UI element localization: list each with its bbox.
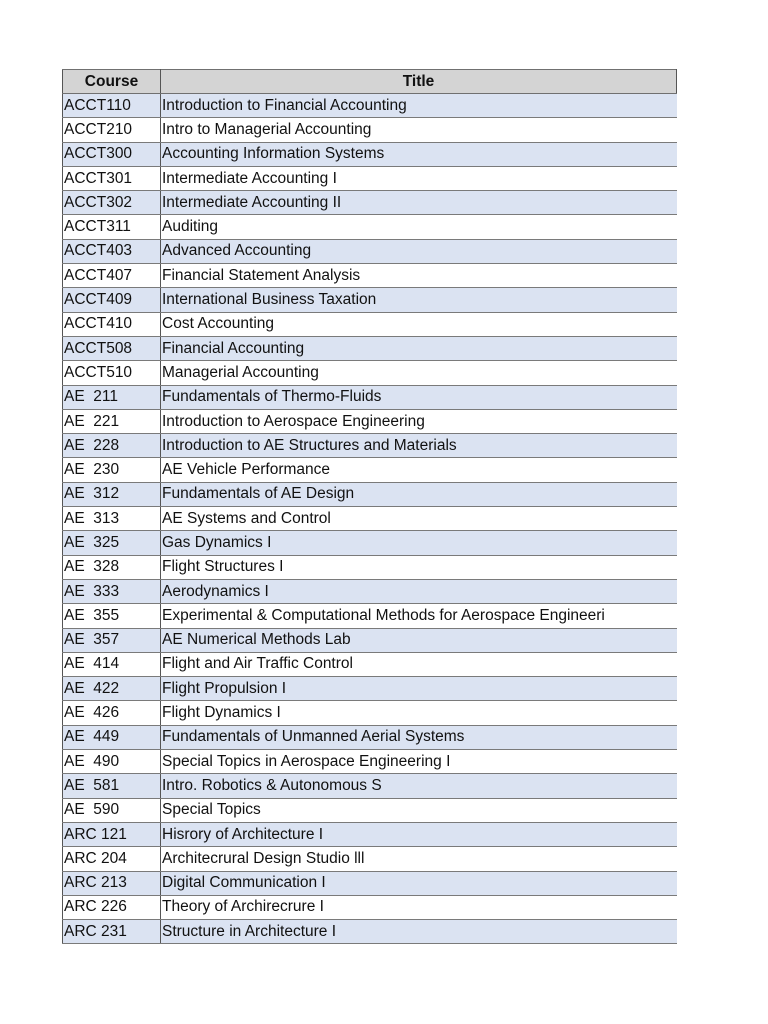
course-title-cell[interactable]: Intermediate Accounting I [161, 166, 677, 190]
course-code-cell[interactable]: AE 325 [63, 531, 161, 555]
course-code-cell[interactable]: ARC 204 [63, 847, 161, 871]
table-row[interactable] [63, 239, 677, 263]
course-title-cell[interactable]: Digital Communication I [161, 871, 677, 895]
course-title-cell[interactable]: Introduction to Financial Accounting [161, 94, 677, 118]
course-code-cell[interactable]: ACCT311 [63, 215, 161, 239]
table-row[interactable] [63, 725, 677, 749]
course-title-cell[interactable]: Flight Structures I [161, 555, 677, 579]
course-code-cell[interactable]: AE 426 [63, 701, 161, 725]
course-title-cell[interactable]: Experimental & Computational Methods for Aerospace Engineeri [161, 604, 677, 628]
course-code-cell[interactable]: AE 313 [63, 507, 161, 531]
course-code-cell[interactable]: AE 230 [63, 458, 161, 482]
course-title-cell[interactable]: Fundamentals of AE Design [161, 482, 677, 506]
course-title-cell[interactable]: Flight Dynamics I [161, 701, 677, 725]
table-row[interactable] [63, 458, 677, 482]
course-title-cell[interactable]: Accounting Information Systems [161, 142, 677, 166]
course-title-cell[interactable]: Fundamentals of Unmanned Aerial Systems [161, 725, 677, 749]
table-row[interactable] [63, 434, 677, 458]
table-row[interactable] [63, 191, 677, 215]
course-code-cell[interactable]: AE 328 [63, 555, 161, 579]
table-row[interactable] [63, 482, 677, 506]
table-row[interactable] [63, 604, 677, 628]
table-row[interactable] [63, 385, 677, 409]
header-row [63, 70, 677, 94]
course-title-cell[interactable]: Special Topics [161, 798, 677, 822]
table-row[interactable] [63, 628, 677, 652]
table-row[interactable] [63, 215, 677, 239]
course-table [62, 69, 677, 944]
course-title-cell[interactable]: Theory of Archirecrure I [161, 895, 677, 919]
table-row[interactable] [63, 312, 677, 336]
column-header-title[interactable]: Title [161, 70, 677, 94]
course-title-cell[interactable]: Hisrory of Architecture I [161, 822, 677, 846]
table-row[interactable] [63, 409, 677, 433]
course-title-cell[interactable]: Fundamentals of Thermo-Fluids [161, 385, 677, 409]
course-code-cell[interactable]: ACCT410 [63, 312, 161, 336]
course-code-cell[interactable]: AE 211 [63, 385, 161, 409]
table-row[interactable] [63, 822, 677, 846]
course-title-cell[interactable]: Financial Statement Analysis [161, 264, 677, 288]
course-code-cell[interactable]: ACCT300 [63, 142, 161, 166]
table-row[interactable] [63, 118, 677, 142]
course-code-cell[interactable]: ACCT210 [63, 118, 161, 142]
course-code-cell[interactable]: AE 590 [63, 798, 161, 822]
course-code-cell[interactable]: AE 333 [63, 579, 161, 603]
course-title-cell[interactable]: Intro to Managerial Accounting [161, 118, 677, 142]
course-title-cell[interactable]: International Business Taxation [161, 288, 677, 312]
table-row[interactable] [63, 361, 677, 385]
table-row[interactable] [63, 288, 677, 312]
table-row[interactable] [63, 750, 677, 774]
table-row[interactable] [63, 166, 677, 190]
course-code-cell[interactable]: ACCT508 [63, 336, 161, 360]
table-row[interactable] [63, 798, 677, 822]
table-row[interactable] [63, 652, 677, 676]
course-title-cell[interactable]: Intermediate Accounting II [161, 191, 677, 215]
course-title-cell[interactable]: Flight and Air Traffic Control [161, 652, 677, 676]
course-code-cell[interactable]: AE 414 [63, 652, 161, 676]
table-body [63, 94, 677, 944]
course-code-cell[interactable]: ACCT302 [63, 191, 161, 215]
table-row[interactable] [63, 579, 677, 603]
table-row[interactable] [63, 774, 677, 798]
course-code-cell[interactable]: AE 312 [63, 482, 161, 506]
course-title-cell[interactable]: Intro. Robotics & Autonomous S [161, 774, 677, 798]
course-title-cell[interactable]: Auditing [161, 215, 677, 239]
course-code-cell[interactable]: ACCT301 [63, 166, 161, 190]
table-row[interactable] [63, 920, 677, 944]
course-code-cell[interactable]: AE 490 [63, 750, 161, 774]
course-code-cell[interactable]: ACCT409 [63, 288, 161, 312]
course-title-cell[interactable]: Managerial Accounting [161, 361, 677, 385]
course-code-cell[interactable]: AE 221 [63, 409, 161, 433]
course-code-cell[interactable]: ACCT510 [63, 361, 161, 385]
table-row[interactable] [63, 895, 677, 919]
course-code-cell[interactable]: ARC 231 [63, 920, 161, 944]
course-code-cell[interactable]: AE 581 [63, 774, 161, 798]
course-title-cell[interactable]: Advanced Accounting [161, 239, 677, 263]
table-row[interactable] [63, 871, 677, 895]
course-title-cell[interactable]: Architecrural Design Studio lll [161, 847, 677, 871]
table-row[interactable] [63, 531, 677, 555]
course-code-cell[interactable]: ACCT407 [63, 264, 161, 288]
course-title-cell[interactable]: Structure in Architecture I [161, 920, 677, 944]
course-title-cell[interactable]: Introduction to Aerospace Engineering [161, 409, 677, 433]
course-code-cell[interactable]: AE 422 [63, 677, 161, 701]
table-row[interactable] [63, 847, 677, 871]
course-title-cell[interactable]: AE Systems and Control [161, 507, 677, 531]
course-title-cell[interactable]: Introduction to AE Structures and Materials [161, 434, 677, 458]
course-code-cell[interactable]: AE 228 [63, 434, 161, 458]
course-title-cell[interactable]: Cost Accounting [161, 312, 677, 336]
course-code-cell[interactable]: ACCT403 [63, 239, 161, 263]
table-row[interactable] [63, 142, 677, 166]
course-code-cell[interactable]: ARC 226 [63, 895, 161, 919]
course-title-cell[interactable]: Aerodynamics I [161, 579, 677, 603]
course-title-cell[interactable]: AE Numerical Methods Lab [161, 628, 677, 652]
course-title-cell[interactable]: AE Vehicle Performance [161, 458, 677, 482]
table-row[interactable] [63, 336, 677, 360]
course-title-cell[interactable]: Flight Propulsion I [161, 677, 677, 701]
table-row[interactable] [63, 94, 677, 118]
course-title-cell[interactable]: Special Topics in Aerospace Engineering I [161, 750, 677, 774]
course-code-cell[interactable]: AE 357 [63, 628, 161, 652]
table-row[interactable] [63, 701, 677, 725]
table-row[interactable] [63, 507, 677, 531]
course-code-cell[interactable]: AE 449 [63, 725, 161, 749]
table-row[interactable] [63, 264, 677, 288]
course-title-cell[interactable]: Financial Accounting [161, 336, 677, 360]
course-code-cell[interactable]: AE 355 [63, 604, 161, 628]
column-header-course[interactable]: Course [63, 70, 161, 94]
table-row[interactable] [63, 555, 677, 579]
course-code-cell[interactable]: ARC 213 [63, 871, 161, 895]
table-row[interactable] [63, 677, 677, 701]
course-code-cell[interactable]: ACCT110 [63, 94, 161, 118]
course-code-cell[interactable]: ARC 121 [63, 822, 161, 846]
course-title-cell[interactable]: Gas Dynamics I [161, 531, 677, 555]
